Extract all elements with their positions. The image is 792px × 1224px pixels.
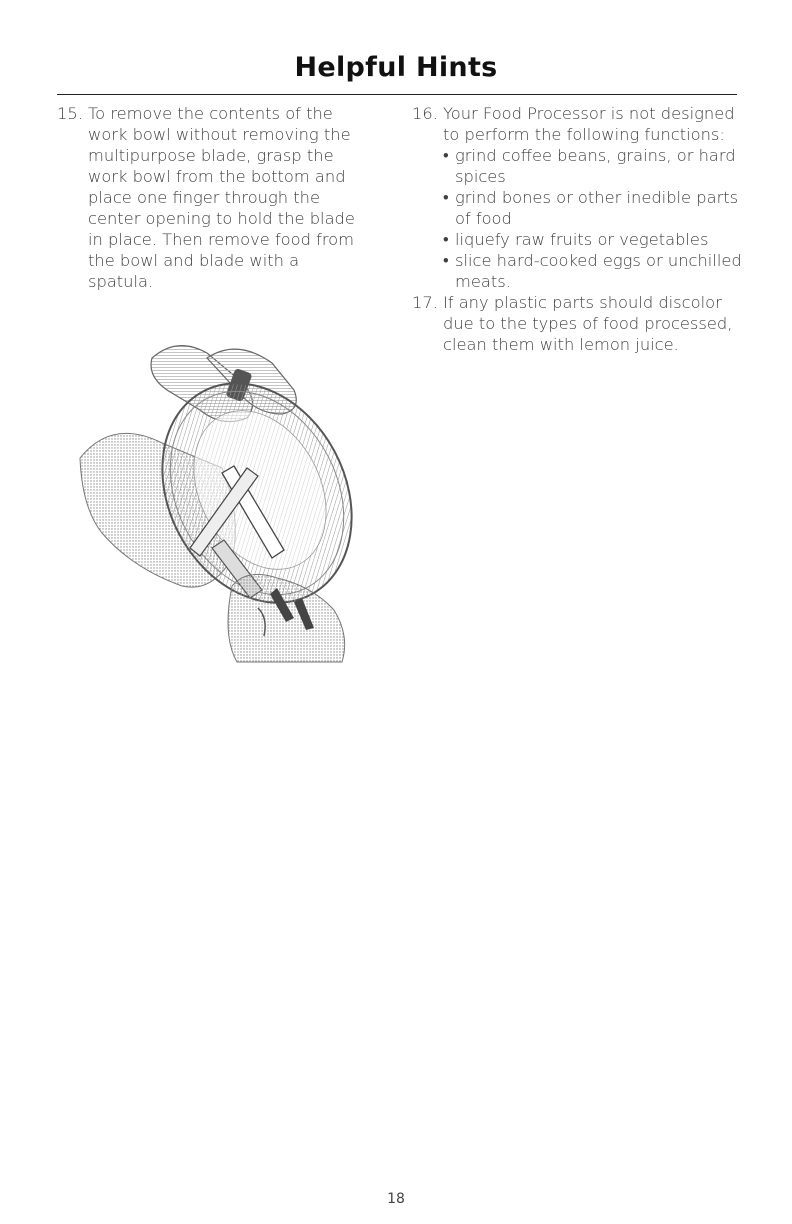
bullet-icon: • — [443, 230, 449, 249]
bullet-icon: • — [443, 146, 449, 165]
bullet-list — [443, 145, 742, 292]
hint-intro: Your Food Processor is not designed to perform the following functions: — [443, 104, 735, 144]
hint-number: 15. — [57, 104, 83, 123]
hint-number: 16. — [412, 104, 438, 123]
list-item: • slice hard-cooked eggs or unchilled meats. — [443, 251, 742, 291]
page-title: Helpful Hints — [294, 52, 498, 83]
page-number: 18 — [387, 1191, 405, 1207]
bullet-icon: • — [443, 251, 449, 270]
list-item: • liquefy raw fruits or vegetables — [443, 230, 709, 249]
hint-item-16 — [412, 103, 742, 292]
hint-text: If any plastic parts should discolor due to the types of food processed, clean them with lemon juice. — [443, 293, 733, 354]
food-processor-bowl-illustration — [72, 318, 372, 664]
list-item: • grind bones or other inedible parts of food — [443, 188, 739, 228]
bullet-icon: • — [443, 188, 449, 207]
hint-number: 17. — [412, 293, 438, 312]
right-column — [412, 103, 742, 355]
left-column — [57, 103, 367, 292]
title-divider — [57, 94, 737, 95]
hint-text: To remove the contents of the work bowl without removing the multipurpose blade, grasp the work bowl from the bottom and place one finger through the center opening to hold the blade in place. Then remove food from the bowl and blade with a spatula. — [88, 104, 355, 291]
hint-item-17 — [412, 292, 742, 355]
list-item: • grind coffee beans, grains, or hard spices — [443, 146, 736, 186]
hint-item-15 — [57, 103, 367, 292]
